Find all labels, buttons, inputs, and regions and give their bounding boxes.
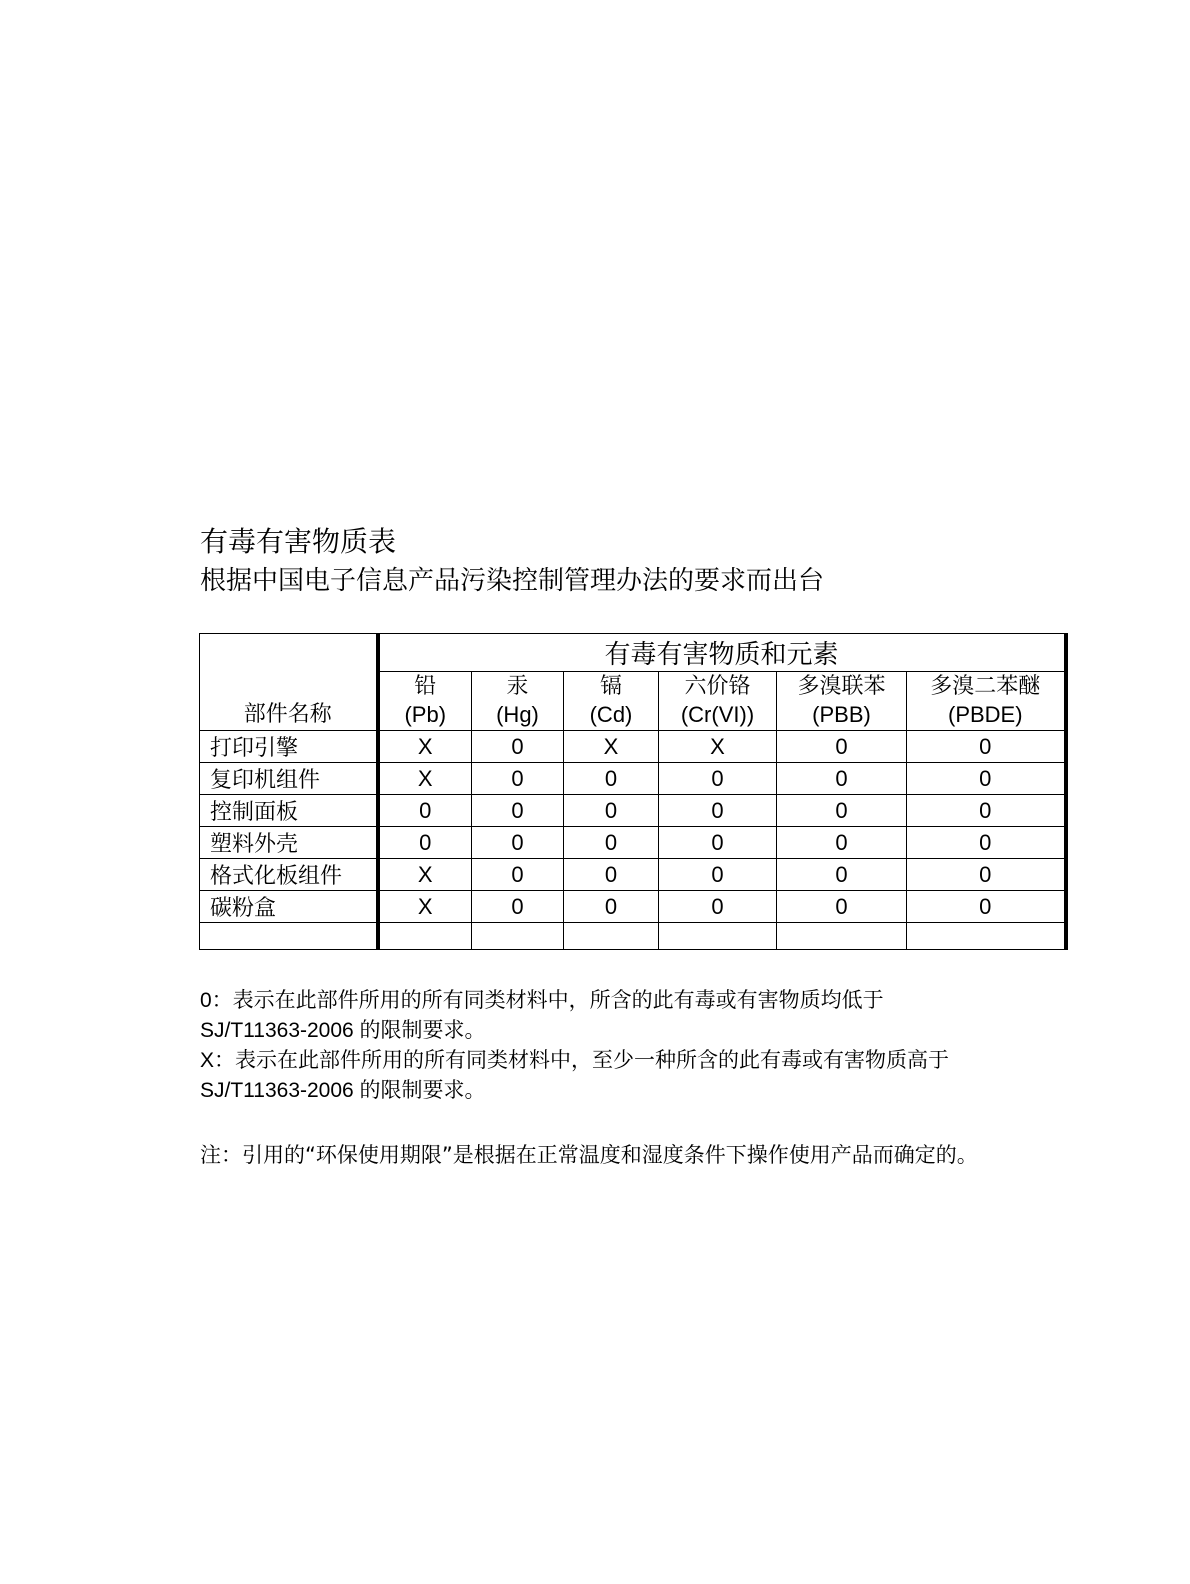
value-cell: 0	[777, 859, 907, 891]
value-cell: 0	[472, 827, 564, 859]
part-name: 碳粉盒	[200, 891, 378, 923]
value-cell: X	[378, 859, 472, 891]
table-row	[200, 827, 1066, 859]
value-cell: 0	[659, 859, 777, 891]
value-cell: 0	[472, 795, 564, 827]
value-cell: X	[659, 731, 777, 763]
service-life-note: 注：引用的“环保使用期限”是根据在正常温度和湿度条件下操作使用产品而确定的。	[200, 1143, 978, 1167]
table-row	[200, 731, 1066, 763]
empty-table-row	[200, 923, 1066, 950]
value-cell: 0	[777, 731, 907, 763]
value-cell: 0	[907, 795, 1066, 827]
hazardous-substances-table	[199, 633, 1068, 950]
value-cell: 0	[907, 827, 1066, 859]
x-note-line2: SJ/T11363-2006 的限制要求。	[200, 1079, 486, 1102]
value-cell: 0	[472, 763, 564, 795]
zero-note-line2: SJ/T11363-2006 的限制要求。	[200, 1019, 486, 1042]
element-header-pbde: 多溴二苯醚 (PBDE)	[907, 672, 1066, 731]
value-cell: 0	[659, 763, 777, 795]
value-cell: 0	[907, 763, 1066, 795]
x-note-line1: X：表示在此部件所用的所有同类材料中，至少一种所含的此有毒或有害物质高于	[200, 1049, 950, 1072]
table-row	[200, 891, 1066, 923]
value-cell: 0	[777, 795, 907, 827]
part-name: 复印机组件	[200, 763, 378, 795]
value-cell: 0	[564, 795, 659, 827]
value-cell: 0	[659, 827, 777, 859]
value-cell: X	[378, 891, 472, 923]
value-cell: 0	[907, 891, 1066, 923]
empty-cell	[200, 923, 378, 950]
value-cell: 0	[777, 763, 907, 795]
value-cell: 0	[659, 891, 777, 923]
part-name: 格式化板组件	[200, 859, 378, 891]
value-cell: 0	[907, 731, 1066, 763]
value-cell: 0	[472, 891, 564, 923]
value-cell: 0	[564, 827, 659, 859]
value-cell: X	[564, 731, 659, 763]
element-header-pbb: 多溴联苯 (PBB)	[777, 672, 907, 731]
table-row	[200, 859, 1066, 891]
empty-cell	[378, 923, 472, 950]
substances-group-header: 有毒有害物质和元素	[378, 634, 1066, 672]
empty-cell	[777, 923, 907, 950]
part-name-header: 部件名称	[200, 634, 378, 731]
value-cell: 0	[777, 827, 907, 859]
element-header-cr6: 六价铬 (Cr(VI))	[659, 672, 777, 731]
zero-note-line1: 0：表示在此部件所用的所有同类材料中，所含的此有毒或有害物质均低于	[200, 989, 884, 1012]
value-cell: X	[378, 763, 472, 795]
value-cell: 0	[564, 763, 659, 795]
value-cell: 0	[564, 891, 659, 923]
empty-cell	[659, 923, 777, 950]
part-name: 控制面板	[200, 795, 378, 827]
element-header-hg: 汞 (Hg)	[472, 672, 564, 731]
value-cell: 0	[659, 795, 777, 827]
part-name: 塑料外壳	[200, 827, 378, 859]
table-row	[200, 795, 1066, 827]
value-cell: 0	[907, 859, 1066, 891]
value-cell: 0	[564, 859, 659, 891]
value-cell: 0	[472, 859, 564, 891]
value-cell: 0	[472, 731, 564, 763]
legend-notes	[200, 986, 1100, 1106]
page-subtitle: 根据中国电子信息产品污染控制管理办法的要求而出台	[200, 566, 825, 596]
element-header-cd: 镉 (Cd)	[564, 672, 659, 731]
value-cell: 0	[378, 827, 472, 859]
page-title: 有毒有害物质表	[200, 525, 397, 558]
value-cell: X	[378, 731, 472, 763]
table-row	[200, 763, 1066, 795]
part-name: 打印引擎	[200, 731, 378, 763]
value-cell: 0	[378, 795, 472, 827]
empty-cell	[907, 923, 1066, 950]
value-cell: 0	[777, 891, 907, 923]
empty-cell	[472, 923, 564, 950]
element-header-pb: 铅 (Pb)	[378, 672, 472, 731]
empty-cell	[564, 923, 659, 950]
